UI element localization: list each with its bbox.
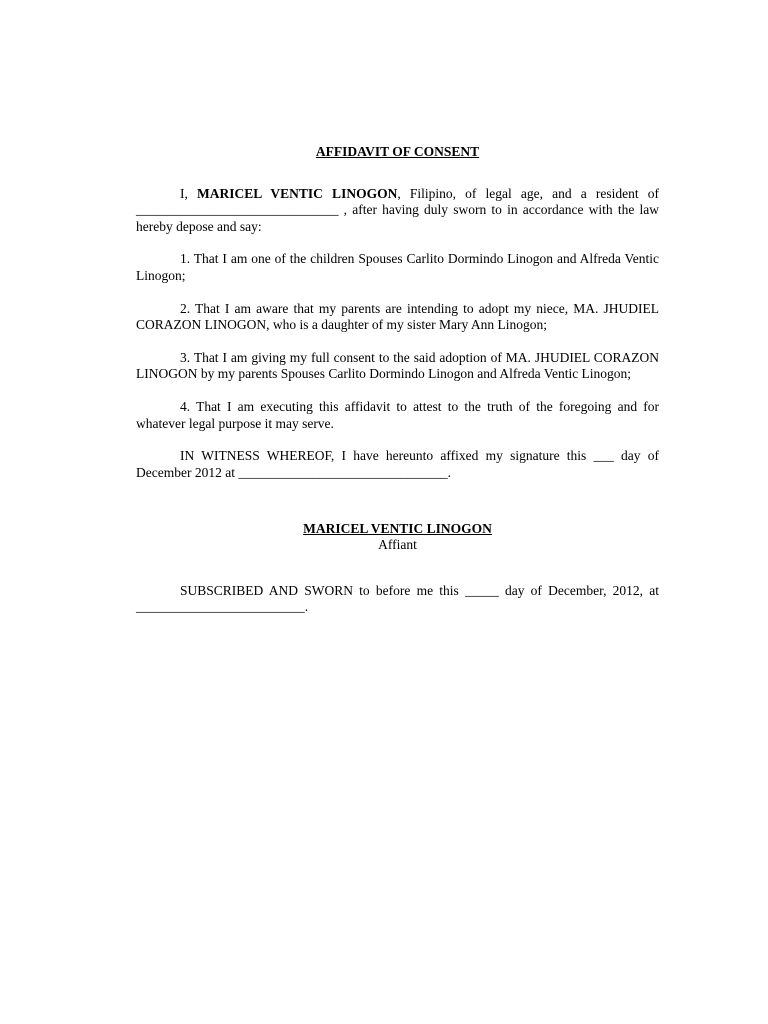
document-body: [136, 144, 659, 632]
intro-prefix: I,: [180, 185, 198, 201]
item-3: 3. That I am giving my full consent to the said adoption of MA. JHUDIEL CORAZON LINOGON by my parents Spouses Carlito Dormindo Linogon and Alfreda Ventic Linogon;: [136, 349, 659, 382]
affiant-name-inline: MARICEL VENTIC LINOGON: [197, 185, 398, 201]
item-1: 1. That I am one of the children Spouses Carlito Dormindo Linogon and Alfreda Ventic Linogon;: [136, 251, 659, 283]
witness-paragraph: IN WITNESS WHEREOF, I have hereunto affixed my signature this ___ day of December 2012 at _______________________________.: [136, 448, 659, 480]
intro-paragraph: [136, 186, 659, 236]
jurat-paragraph: SUBSCRIBED AND SWORN to before me this _____ day of December, 2012, at _________________________.: [136, 582, 659, 615]
item-4: 4. That I am executing this affidavit to attest to the truth of the foregoing and for whatever legal purpose it may serve.: [136, 398, 659, 431]
signature-role: Affiant: [378, 536, 417, 552]
intro-suffix: , Filipino, of legal age, and a resident of ______________________________ , after having duly sworn to in accordance with the law hereby depose and say:: [136, 185, 659, 234]
signature-name: MARICEL VENTIC LINOGON: [303, 521, 492, 537]
document-title: AFFIDAVIT OF CONSENT: [315, 144, 480, 159]
item-2: 2. That I am aware that my parents are intending to adopt my niece, MA. JHUDIEL CORAZON LINOGON, who is a daughter of my sister Mary Ann Linogon;: [136, 300, 659, 333]
signature-block: [136, 521, 659, 553]
